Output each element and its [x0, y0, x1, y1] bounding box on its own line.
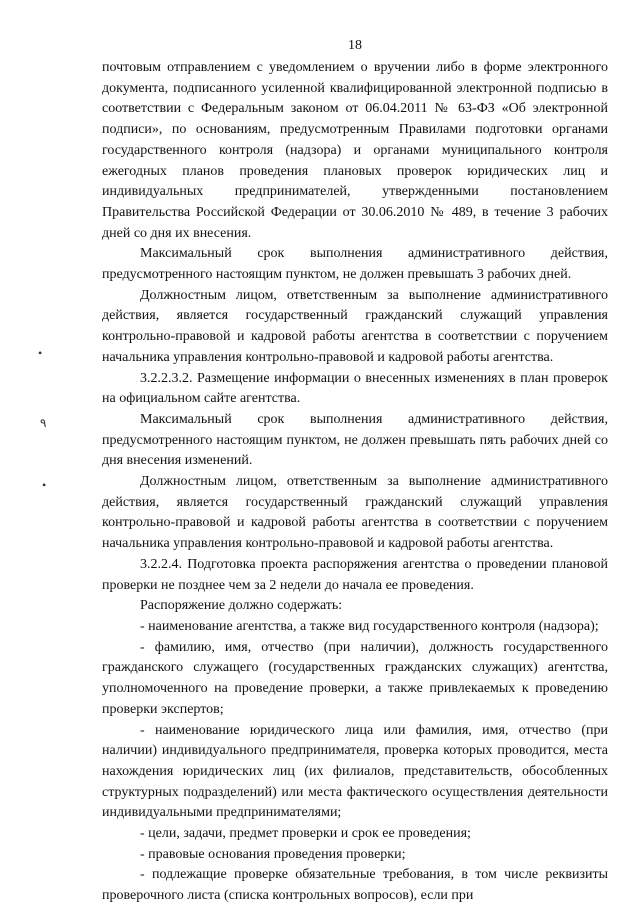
list-item: - фамилию, имя, отчество (при наличии), должность государственного гражданского служащего (государственных гражданских служащих) агентства, уполномоченного на проведение проверки, а также привлекаемых к проведению проверки экспертов;: [102, 639, 608, 717]
list-item: - правовые основания проведения проверки;: [140, 846, 406, 862]
scan-mark: ٩: [40, 416, 47, 430]
paragraph: Должностным лицом, ответственным за выполнение административного действия, является государственный гражданский служащий управления контрольно-правовой и кадровой работы агентства в соответствии с поручением начальника управления контрольно-правовой и кадровой работы агентства.: [102, 287, 608, 365]
list-item: - подлежащие проверке обязательные требования, в том числе реквизиты проверочного листа (списка контрольных вопросов), если при: [102, 867, 608, 904]
page-number: 18: [348, 38, 362, 53]
paragraph: Должностным лицом, ответственным за выполнение административного действия, является государственный гражданский служащий управления контрольно-правовой и кадровой работы агентства в соответствии с поручением начальника управления контрольно-правовой и кадровой работы агентства.: [102, 474, 608, 552]
paragraph: Максимальный срок выполнения административного действия, предусмотренного настоящим пунктом, не должен превышать пять рабочих дней со дня внесения изменений.: [102, 411, 608, 469]
list-item: - наименование агентства, а также вид государственного контроля (надзора);: [140, 618, 599, 634]
list-item: - цели, задачи, предмет проверки и срок ее проведения;: [140, 826, 471, 842]
document-body: [102, 58, 608, 907]
paragraph: 3.2.2.4. Подготовка проекта распоряжения агентства о проведении плановой проверки не позднее чем за 2 недели до начала ее проведения.: [102, 556, 608, 593]
paragraph: 3.2.2.3.2. Размещение информации о внесенных изменениях в план проверок на официальном сайте агентства.: [102, 370, 608, 407]
list-item: - наименование юридического лица или фамилия, имя, отчество (при наличии) индивидуального предпринимателя, проверка которых проводится, места нахождения юридических лиц (их филиалов, представительств, обособленных структурных подразделений) или места фактического осуществления деятельности индивидуальными предпринимателями;: [102, 722, 608, 821]
scan-mark: •: [42, 478, 47, 492]
paragraph: Распоряжение должно содержать:: [140, 598, 343, 614]
paragraph: почтовым отправлением с уведомлением о вручении либо в форме электронного документа, подписанного усиленной квалифицированной электронной подписью в соответствии с Федеральным законом от 06.04.2011 № 63-ФЗ «Об электронной подписи», по основаниям, предусмотренным Правилами подготовки органами государственного контроля (надзора) и органами муниципального контроля ежегодных планов проведения плановых проверок юридических лиц и индивидуальных предпринимателей, утвержденными постановлением Правительства Российской Федерации от 30.06.2010 № 489, в течение 3 рабочих дней со дня их внесения.: [102, 60, 608, 241]
scan-mark: •: [38, 346, 43, 360]
paragraph: Максимальный срок выполнения административного действия, предусмотренного настоящим пунктом, не должен превышать 3 рабочих дней.: [102, 246, 608, 283]
